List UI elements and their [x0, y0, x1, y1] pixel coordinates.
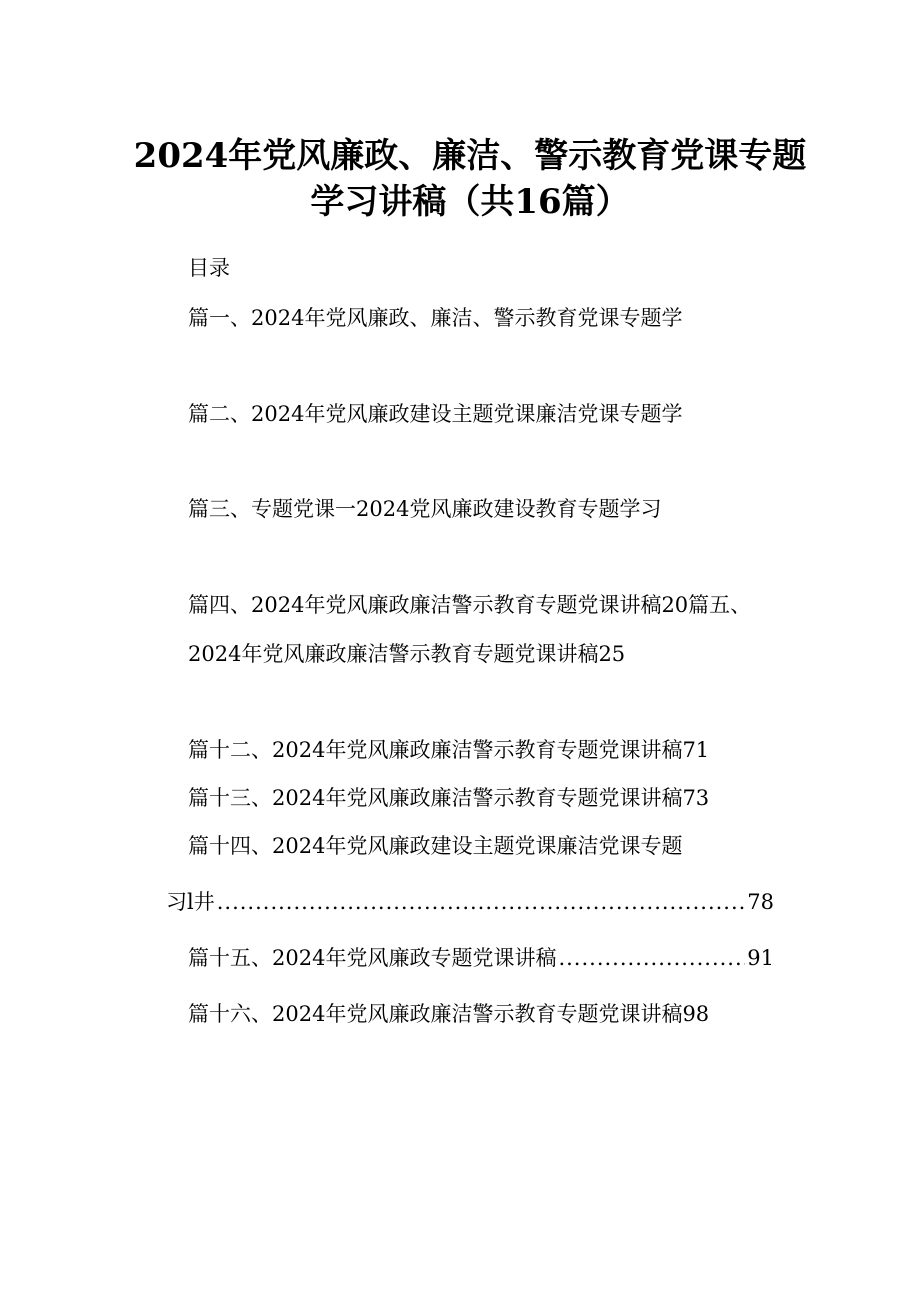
toc-page-number: 78	[747, 890, 774, 914]
toc-heading: 目录	[188, 256, 230, 280]
toc-entry-3[interactable]: 篇三、专题党课一2024党风廉政建设教育专题学习	[188, 497, 662, 521]
dot-leader	[558, 944, 745, 972]
document-title-line-1: 2024年党风廉政、廉洁、警示教育党课专题	[133, 136, 807, 176]
toc-entry-2[interactable]: 篇二、2024年党风廉政建设主题党课廉洁党课专题学	[188, 402, 683, 426]
document-title-line-2: 学习讲稿（共16篇）	[310, 182, 630, 222]
toc-entry-5[interactable]: 2024年党风廉政廉洁警示教育专题党课讲稿25	[188, 642, 626, 666]
toc-page-number: 91	[747, 946, 774, 970]
toc-entry-text: 篇十五、2024年党风廉政专题党课讲稿	[188, 946, 557, 970]
toc-entry-14[interactable]: 篇十四、2024年党风廉政建设主题党课廉洁党课专题	[188, 834, 683, 858]
toc-entry-1[interactable]: 篇一、2024年党风廉政、廉洁、警示教育党课专题学	[188, 306, 683, 330]
toc-entry-text: 习l井	[166, 890, 215, 914]
toc-entry-16[interactable]: 篇十六、2024年党风廉政廉洁警示教育专题党课讲稿98	[188, 1002, 710, 1026]
toc-entry-15[interactable]	[188, 944, 774, 972]
toc-entry-4[interactable]: 篇四、2024年党风廉政廉洁警示教育专题党课讲稿20篇五、	[188, 593, 752, 617]
toc-entry-13[interactable]: 篇十三、2024年党风廉政廉洁警示教育专题党课讲稿73	[188, 786, 710, 810]
dot-leader	[217, 888, 746, 916]
toc-entry-14-continuation[interactable]	[166, 888, 774, 916]
toc-entry-12[interactable]: 篇十二、2024年党风廉政廉洁警示教育专题党课讲稿71	[188, 738, 710, 762]
